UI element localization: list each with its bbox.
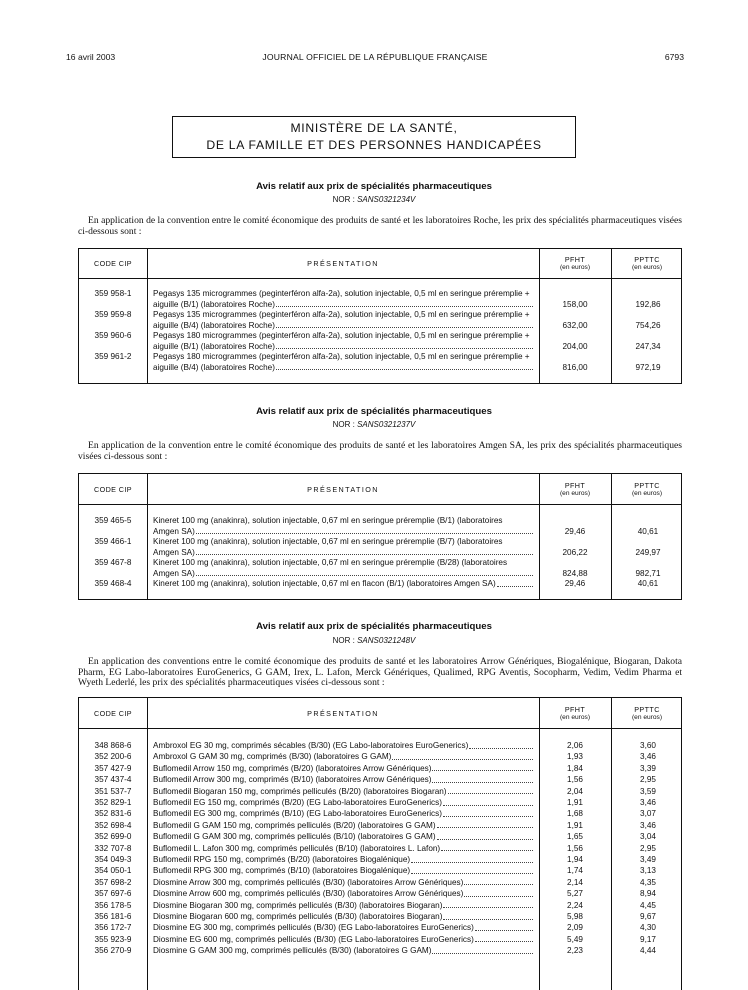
presentation-text: Diosmine Biogaran 600 mg, comprimés pelliculés (B/30) (laboratoires Biogaran) [153, 912, 443, 921]
pfht-value: 1,56 [567, 775, 583, 785]
pfht-value: 5,49 [567, 934, 583, 944]
header-journal-title: JOURNAL OFFICIEL DE LA RÉPUBLIQUE FRANÇAISE [262, 52, 488, 62]
presentation-line [153, 855, 533, 866]
header-page-number: 6793 [664, 52, 684, 62]
cip-code: 352 699-0 [94, 832, 132, 842]
presentation-cell [153, 310, 533, 331]
presentation-cell [153, 855, 533, 866]
pfht-value: 2,04 [567, 786, 583, 796]
dot-leader [411, 855, 533, 863]
presentation-text: aiguille (B/1) (laboratoires Roche) [153, 299, 275, 309]
presentation-cell [153, 787, 533, 798]
ppttc-value: 3,60 [640, 741, 656, 750]
presentation-line [153, 889, 533, 900]
ppttc-value: 3,46 [640, 820, 656, 830]
pfht-value: 204,00 [562, 341, 588, 351]
presentation-text: Buflomedil EG 150 mg, comprimés (B/20) (EG Labo-laboratoires EuroGenerics) [153, 798, 442, 807]
nor-code: SANS0321234V [357, 195, 416, 204]
notice-intro: En application de la convention entre le comité économique des produits de santé et les laboratoires Amgen SA, les prix des spécialités pharmaceutiques visées ci-dessous sont : [78, 440, 682, 462]
cip-code: 354 049-3 [94, 855, 132, 864]
column-header-cip [79, 698, 147, 729]
presentation-line [153, 289, 533, 300]
dot-leader [448, 787, 533, 795]
pfht-value: 2,09 [567, 923, 583, 933]
presentation-line [153, 558, 533, 569]
presentation-line [153, 923, 533, 934]
pfht-value: 1,94 [567, 855, 583, 864]
dot-leader [443, 798, 533, 806]
dot-leader [392, 752, 533, 760]
pfht-value: 1,91 [567, 820, 583, 830]
pfht-value: 1,68 [567, 809, 583, 819]
column-header-cip: CODE CIP [94, 259, 132, 268]
cip-code: 359 959-8 [94, 310, 132, 319]
ppttc-value: 3,49 [640, 855, 656, 864]
dot-leader [432, 775, 533, 783]
ppttc-value: 40,61 [637, 579, 659, 588]
presentation-line [153, 321, 533, 332]
pfht-value: 206,22 [562, 547, 588, 557]
column-header-presentation: PRÉSENTATION [307, 484, 379, 494]
presentation-text: Amgen SA) [153, 568, 195, 578]
dot-leader [464, 878, 533, 886]
presentation-line [153, 798, 533, 809]
presentation-line [153, 832, 533, 843]
cip-code: 352 698-4 [94, 820, 132, 830]
column-header-presentation [147, 249, 539, 279]
cip-code: 359 467-8 [94, 558, 132, 567]
column-header-presentation: PRÉSENTATION [307, 259, 379, 268]
column-header-cip: CODE CIP [94, 484, 132, 494]
presentation-text: Diosmine Arrow 600 mg, comprimés pelliculés (B/30) (laboratoires Arrow Génériques) [153, 889, 464, 899]
notice-nor [0, 636, 748, 645]
presentation-text: Amgen SA) [153, 526, 195, 536]
presentation-line [153, 342, 533, 353]
cip-code: 355 923-9 [94, 934, 132, 944]
ministry-title-line-2: DE LA FAMILLE ET DES PERSONNES HANDICAPÉES [206, 138, 542, 152]
presentation-text: Buflomedil Arrow 150 mg, comprimés (B/20) (laboratoires Arrow Génériques) [153, 763, 432, 773]
notice-title: Avis relatif aux prix de spécialités pharmaceutiques [256, 181, 492, 192]
ppttc-value: 3,59 [640, 786, 656, 796]
presentation-cell [153, 809, 533, 820]
cip-code: 356 172-7 [94, 923, 132, 933]
price-table [78, 697, 682, 990]
column-header-pfht_sub: (en euros) [559, 713, 591, 721]
column-header-presentation [147, 474, 539, 505]
presentation-text: Buflomedil EG 300 mg, comprimés (B/10) (EG Labo-laboratoires EuroGenerics) [153, 809, 442, 819]
dot-leader [437, 832, 533, 840]
cip-code: 351 537-7 [94, 786, 132, 796]
column-header-cip [79, 249, 147, 279]
column-header-cip [79, 474, 147, 505]
dot-leader [196, 527, 533, 535]
presentation-cell [153, 516, 533, 537]
column-header-presentation: PRÉSENTATION [307, 708, 379, 718]
notice-intro: En application des conventions entre le comité économique des produits de santé et les laboratoires Arrow Génériques, Biogalénique, Biogaran, Dakota Pharm, EG Labo-laboratoires EuroGenerics, G GAM, Irex, L. Lafon, Merck Génériques, Qualimed, RPG Aventis, Socopharm, Vedim, Vedim Pharma et Wyeth Lederlé, les prix des spécialités pharmaceutiques visées ci-dessous sont : [78, 656, 682, 689]
presentation-line [153, 764, 533, 775]
presentation-cell [153, 558, 533, 579]
cip-code: 356 178-5 [94, 900, 132, 910]
presentation-cell [153, 889, 533, 900]
presentation-cell [153, 946, 533, 957]
pfht-value: 2,23 [567, 946, 583, 956]
pfht-value: 2,06 [567, 741, 583, 750]
dot-leader [437, 821, 533, 829]
presentation-text: Pegasys 180 microgrammes (peginterféron alfa-2a), solution injectable, 0,5 ml en seringue préremplie + [153, 352, 530, 361]
presentation-cell [153, 935, 533, 946]
ppttc-value: 4,30 [640, 923, 656, 933]
presentation-line [153, 787, 533, 798]
cip-code: 352 200-6 [94, 752, 132, 762]
presentation-cell [153, 775, 533, 786]
nor-label: NOR : [332, 195, 355, 204]
dot-leader [276, 342, 533, 350]
ppttc-value: 4,45 [640, 900, 656, 910]
dot-leader [432, 946, 533, 954]
ppttc-value: 8,94 [640, 889, 656, 899]
presentation-cell [153, 537, 533, 558]
ppttc-value: 3,46 [640, 752, 656, 762]
column-header-ppttc: PPTTC [634, 480, 660, 490]
column-header-ppttc_sub: (en euros) [631, 489, 663, 497]
pfht-value: 1,65 [567, 832, 583, 842]
ppttc-value: 9,67 [640, 912, 656, 921]
pfht-value: 2,14 [567, 877, 583, 887]
ppttc-value: 9,17 [640, 934, 656, 944]
notice-nor [0, 195, 748, 204]
ppttc-value: 4,44 [640, 946, 656, 956]
ppttc-value: 754,26 [635, 320, 661, 330]
presentation-cell [153, 912, 533, 923]
dot-leader [443, 901, 533, 909]
presentation-text: Kineret 100 mg (anakinra), solution injectable, 0,67 ml en seringue préremplie (B/1) (laboratoires [153, 516, 503, 525]
pfht-value: 5,27 [567, 889, 583, 899]
column-header-ppttc: PPTTC [634, 255, 660, 264]
cip-code: 359 961-2 [94, 352, 132, 361]
column-header-cip: CODE CIP [94, 708, 132, 718]
presentation-cell [153, 331, 533, 352]
pfht-value: 1,91 [567, 798, 583, 807]
presentation-line [153, 809, 533, 820]
presentation-text: Pegasys 135 microgrammes (peginterféron alfa-2a), solution injectable, 0,5 ml en seringue préremplie + [153, 310, 530, 319]
ppttc-value: 192,86 [635, 299, 661, 309]
pfht-value: 1,74 [567, 866, 583, 876]
presentation-text: Buflomedil RPG 150 mg, comprimés (B/20) (laboratoires Biogalénique) [153, 855, 411, 864]
presentation-line [153, 579, 533, 590]
dot-leader [464, 889, 533, 897]
cip-code: 332 707-8 [94, 843, 132, 853]
ppttc-value: 3,46 [640, 798, 656, 807]
presentation-text: Ambroxol EG 30 mg, comprimés sécables (B/30) (EG Labo-laboratoires EuroGenerics) [153, 741, 469, 750]
pfht-value: 1,84 [567, 763, 583, 773]
pfht-value: 29,46 [564, 579, 586, 588]
presentation-line [153, 741, 533, 752]
presentation-cell [153, 878, 533, 889]
cip-code: 359 468-4 [94, 579, 132, 588]
cip-code: 352 829-1 [94, 798, 132, 807]
cip-code: 348 868-6 [94, 741, 132, 750]
presentation-text: aiguille (B/4) (laboratoires Roche) [153, 362, 275, 372]
ppttc-value: 3,07 [640, 809, 656, 819]
column-header-ppttc [611, 698, 683, 729]
ppttc-value: 4,35 [640, 877, 656, 887]
pfht-value: 2,24 [567, 900, 583, 910]
presentation-line [153, 569, 533, 580]
ministry-title-line-1: MINISTÈRE DE LA SANTÉ, [290, 121, 458, 135]
cip-code: 357 698-2 [94, 877, 132, 887]
pfht-value: 1,56 [567, 843, 583, 853]
presentation-text: Diosmine EG 300 mg, comprimés pelliculés (B/30) (EG Labo-laboratoires EuroGenerics) [153, 923, 474, 933]
presentation-text: Pegasys 135 microgrammes (peginterféron alfa-2a), solution injectable, 0,5 ml en seringue préremplie + [153, 289, 530, 298]
ppttc-value: 3,04 [640, 832, 656, 842]
presentation-cell [153, 289, 533, 310]
cip-code: 359 960-6 [94, 331, 132, 340]
presentation-line [153, 912, 533, 923]
pfht-value: 1,93 [567, 752, 583, 762]
column-header-pfht [539, 249, 611, 279]
pfht-value: 158,00 [562, 299, 588, 309]
presentation-text: aiguille (B/1) (laboratoires Roche) [153, 341, 275, 351]
presentation-line [153, 537, 533, 548]
column-header-pfht: PFHT [564, 255, 586, 264]
ppttc-value: 972,19 [635, 362, 661, 372]
presentation-line [153, 935, 533, 946]
presentation-text: aiguille (B/4) (laboratoires Roche) [153, 320, 275, 330]
cip-code: 357 697-6 [94, 889, 132, 899]
column-divider [147, 698, 148, 990]
nor-code: SANS0321237V [357, 420, 416, 429]
notice-intro: En application de la convention entre le comité économique des produits de santé et les laboratoires Roche, les prix des spécialités pharmaceutiques visées ci-dessous sont : [78, 215, 682, 237]
presentation-text: Buflomedil Biogaran 150 mg, comprimés pelliculés (B/20) (laboratoires Biogaran) [153, 786, 447, 796]
page-header [66, 52, 684, 66]
presentation-line [153, 844, 533, 855]
column-divider [611, 698, 612, 990]
ppttc-value: 40,61 [637, 526, 659, 536]
presentation-line [153, 352, 533, 363]
dot-leader [196, 548, 533, 556]
presentation-cell [153, 352, 533, 373]
presentation-line [153, 300, 533, 311]
pfht-value: 824,88 [562, 568, 588, 578]
presentation-line [153, 866, 533, 877]
column-header-ppttc_sub: (en euros) [631, 713, 663, 721]
ppttc-value: 2,95 [640, 843, 656, 853]
cip-code: 359 958-1 [94, 289, 132, 298]
presentation-line [153, 775, 533, 786]
column-header-pfht: PFHT [564, 480, 586, 490]
presentation-text: Kineret 100 mg (anakinra), solution injectable, 0,67 ml en seringue préremplie (B/7) (laboratoires [153, 537, 503, 546]
dot-leader [411, 866, 533, 874]
dot-leader [475, 923, 533, 931]
presentation-text: Buflomedil G GAM 300 mg, comprimés pelliculés (B/10) (laboratoires G GAM) [153, 832, 436, 842]
nor-label: NOR : [332, 636, 355, 645]
dot-leader [469, 741, 533, 749]
presentation-line [153, 946, 533, 957]
column-header-ppttc [611, 474, 683, 505]
presentation-text: Pegasys 180 microgrammes (peginterféron alfa-2a), solution injectable, 0,5 ml en seringue préremplie + [153, 331, 530, 340]
presentation-text: Diosmine Arrow 300 mg, comprimés pelliculés (B/30) (laboratoires Arrow Génériques) [153, 877, 464, 887]
dot-leader [443, 809, 533, 817]
presentation-text: Diosmine Biogaran 300 mg, comprimés pelliculés (B/30) (laboratoires Biogaran) [153, 900, 443, 910]
presentation-text: Amgen SA) [153, 547, 195, 557]
ppttc-value: 2,95 [640, 775, 656, 785]
presentation-text: Kineret 100 mg (anakinra), solution injectable, 0,67 ml en flacon (B/1) (laboratoires Amgen SA) [153, 579, 496, 588]
presentation-line [153, 752, 533, 763]
dot-leader [276, 321, 533, 329]
presentation-text: Buflomedil RPG 300 mg, comprimés (B/10) (laboratoires Biogalénique) [153, 866, 411, 876]
ppttc-value: 3,39 [640, 763, 656, 773]
presentation-cell [153, 901, 533, 912]
presentation-line [153, 331, 533, 342]
column-header-ppttc: PPTTC [634, 704, 660, 714]
presentation-line [153, 516, 533, 527]
price-table [78, 473, 682, 600]
presentation-line [153, 527, 533, 538]
presentation-cell [153, 752, 533, 763]
cip-code: 352 831-6 [94, 809, 132, 819]
notice-nor [0, 420, 748, 429]
dot-leader [196, 569, 533, 577]
presentation-cell [153, 844, 533, 855]
dot-leader [276, 363, 533, 371]
presentation-line [153, 821, 533, 832]
dot-leader [441, 844, 533, 852]
ministry-title-box [172, 116, 576, 158]
nor-label: NOR : [332, 420, 355, 429]
pfht-value: 5,98 [567, 912, 583, 921]
presentation-cell [153, 832, 533, 843]
ppttc-value: 247,34 [635, 341, 661, 351]
presentation-text: Diosmine G GAM 300 mg, comprimés pelliculés (B/30) (laboratoires G GAM) [153, 946, 432, 956]
ppttc-value: 3,13 [640, 866, 656, 876]
price-table [78, 248, 682, 384]
column-header-ppttc [611, 249, 683, 279]
presentation-line [153, 878, 533, 889]
cip-code: 356 270-9 [94, 946, 132, 956]
cip-code: 357 427-9 [94, 763, 132, 773]
cip-code: 359 466-1 [94, 537, 132, 546]
column-header-pfht: PFHT [564, 704, 586, 714]
column-header-pfht_sub: (en euros) [559, 264, 591, 271]
presentation-line [153, 310, 533, 321]
pfht-value: 816,00 [562, 362, 588, 372]
presentation-line [153, 548, 533, 559]
column-header-presentation [147, 698, 539, 729]
notice-title: Avis relatif aux prix de spécialités pharmaceutiques [256, 621, 492, 632]
presentation-cell [153, 741, 533, 752]
pfht-value: 29,46 [564, 526, 586, 536]
cip-code: 354 050-1 [94, 866, 132, 876]
dot-leader [475, 935, 533, 943]
presentation-cell [153, 923, 533, 934]
dot-leader [432, 764, 533, 772]
presentation-text: Ambroxol G GAM 30 mg, comprimés (B/30) (laboratoires G GAM) [153, 752, 392, 762]
column-header-pfht [539, 474, 611, 505]
presentation-text: Diosmine EG 600 mg, comprimés pelliculés (B/30) (EG Labo-laboratoires EuroGenerics) [153, 934, 474, 944]
column-header-ppttc_sub: (en euros) [631, 264, 663, 271]
presentation-cell [153, 764, 533, 775]
presentation-cell [153, 798, 533, 809]
pfht-value: 632,00 [562, 320, 588, 330]
notice-title: Avis relatif aux prix de spécialités pharmaceutiques [256, 406, 492, 417]
dot-leader [276, 300, 533, 308]
presentation-text: Buflomedil L. Lafon 300 mg, comprimés pelliculés (B/10) (laboratoires L. Lafon) [153, 843, 441, 853]
presentation-cell [153, 821, 533, 832]
dot-leader [443, 912, 533, 920]
nor-code: SANS0321248V [357, 636, 416, 645]
cip-code: 356 181-6 [94, 912, 132, 921]
ppttc-value: 982,71 [635, 568, 661, 578]
header-date: 16 avril 2003 [66, 52, 116, 62]
dot-leader [497, 579, 533, 587]
column-header-pfht_sub: (en euros) [559, 489, 591, 497]
presentation-line [153, 363, 533, 374]
cip-code: 359 465-5 [94, 516, 132, 525]
presentation-text: Buflomedil G GAM 150 mg, comprimés pelliculés (B/20) (laboratoires G GAM) [153, 820, 436, 830]
presentation-text: Buflomedil Arrow 300 mg, comprimés (B/10) (laboratoires Arrow Génériques) [153, 775, 432, 785]
cip-code: 357 437-4 [94, 775, 132, 785]
column-header-pfht [539, 698, 611, 729]
ppttc-value: 249,97 [635, 547, 661, 557]
presentation-cell [153, 866, 533, 877]
presentation-line [153, 901, 533, 912]
presentation-text: Kineret 100 mg (anakinra), solution injectable, 0,67 ml en seringue préremplie (B/28) (laboratoires [153, 558, 508, 567]
presentation-cell [153, 579, 533, 590]
